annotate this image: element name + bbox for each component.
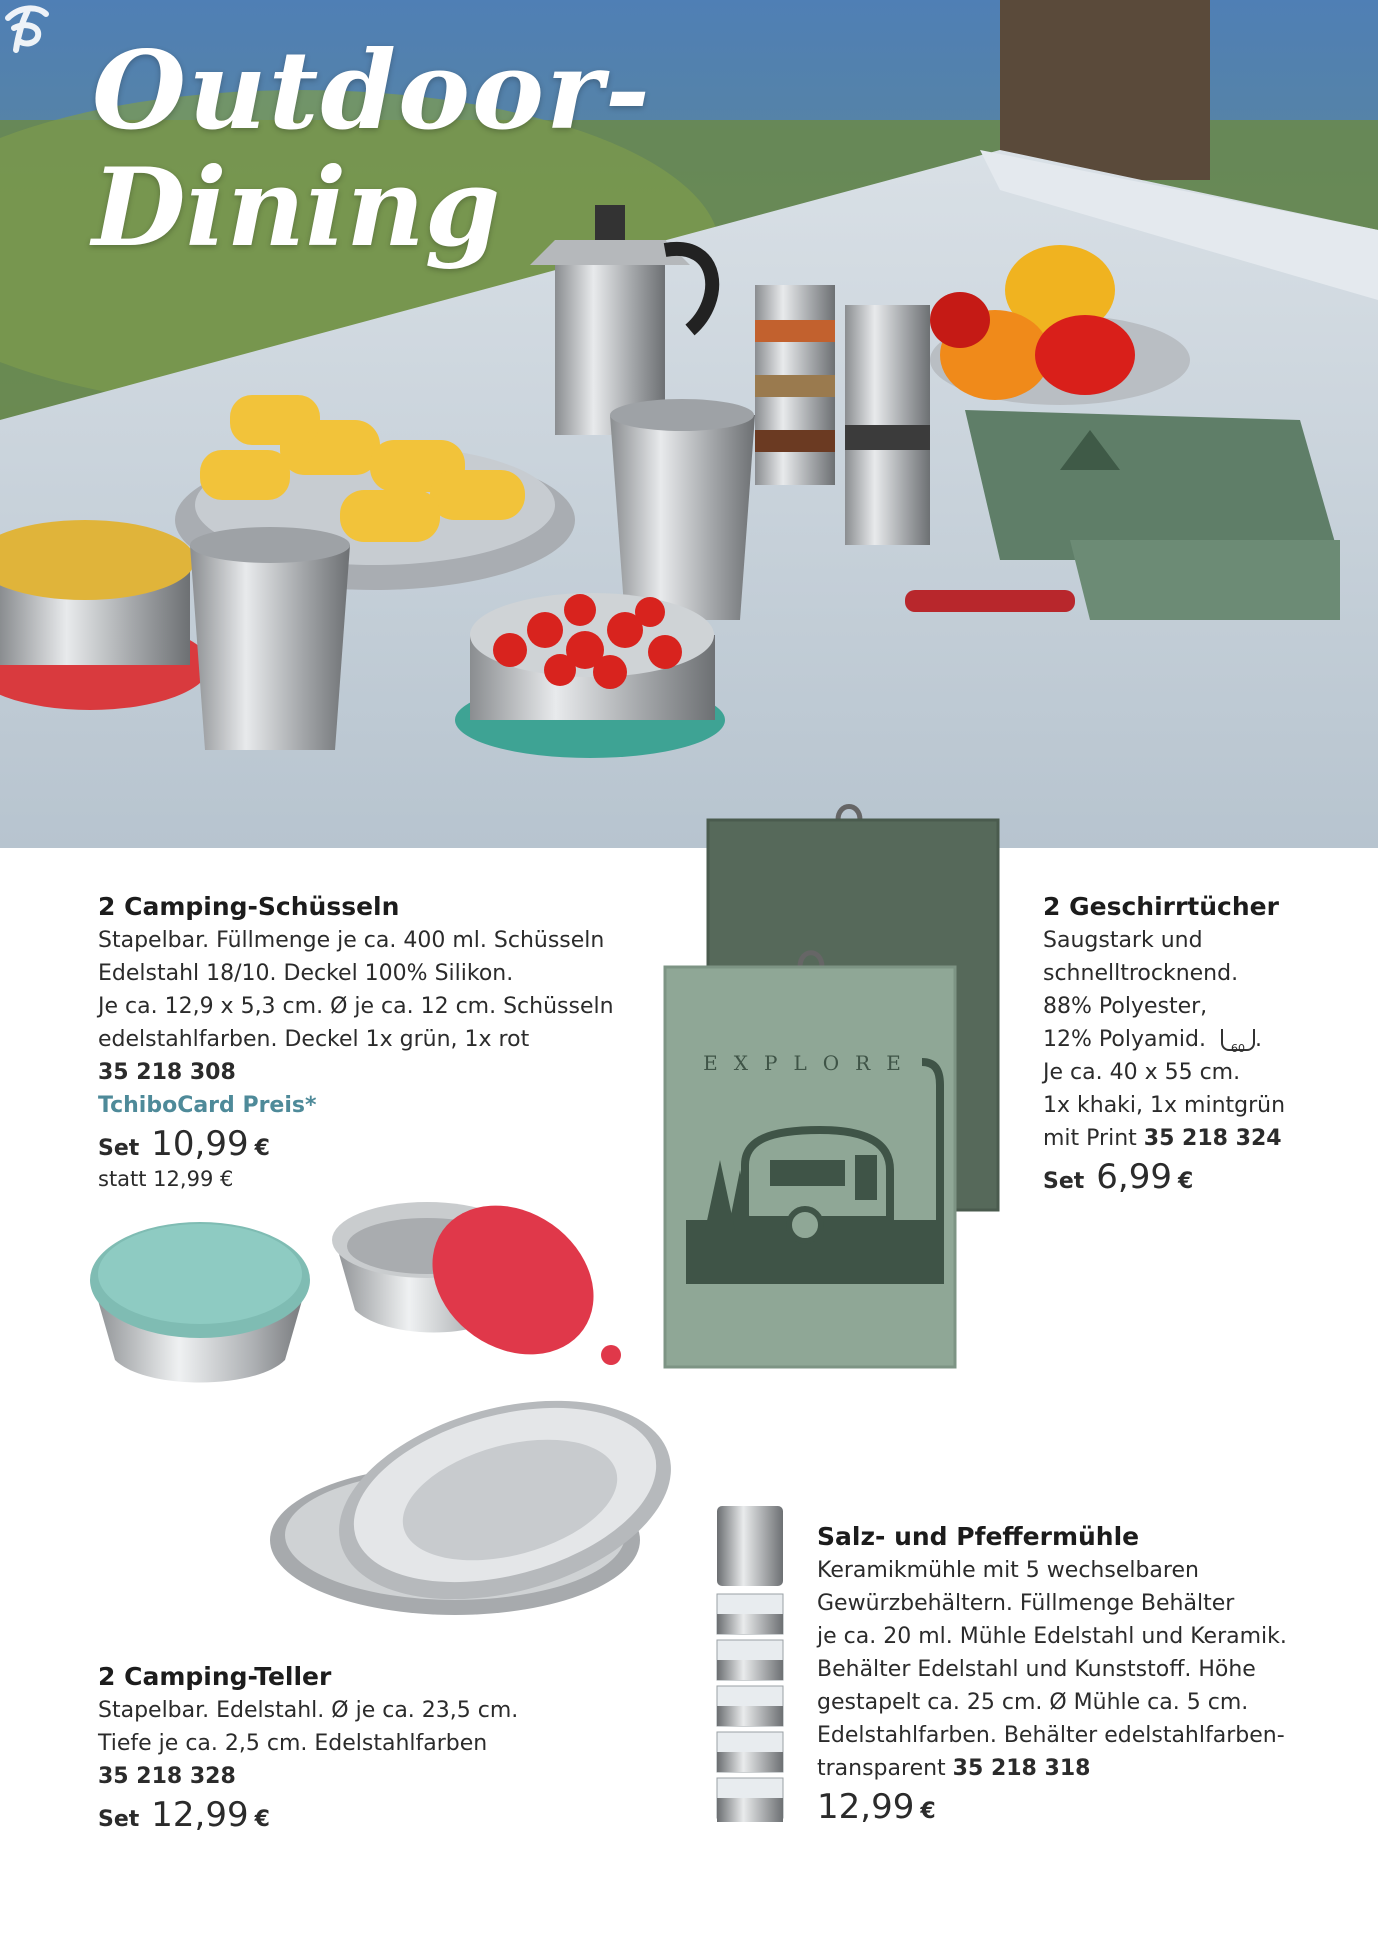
mill-description (817, 1520, 1357, 1828)
bowls-article-number: 35 218 308 (98, 1060, 236, 1085)
towels-line-care: 12% Polyamid. 60 . (1043, 1027, 1262, 1055)
currency: € (920, 1799, 936, 1824)
salt-pepper-mill-image (712, 1502, 788, 1842)
tea-towels-image (660, 800, 1020, 1370)
towels-line: Je ca. 40 x 55 cm. (1043, 1060, 1241, 1085)
towels-line-last: mit Print 35 218 324 (1043, 1126, 1282, 1151)
mill-line: gestapelt ca. 25 cm. Ø Mühle ca. 5 cm. (817, 1690, 1249, 1715)
mill-article-number: 35 218 318 (952, 1756, 1091, 1781)
price-amount: 10,99 (151, 1124, 249, 1164)
towels-line: 88% Polyester, (1043, 994, 1208, 1019)
plates-line: Tiefe je ca. 2,5 cm. Edelstahlfarben (98, 1731, 488, 1756)
wash-60-icon: 60 (1221, 1029, 1255, 1051)
bowls-line: Stapelbar. Füllmenge je ca. 400 ml. Schüsseln (98, 928, 605, 953)
set-label: Set (1043, 1169, 1085, 1194)
plates-price (98, 1795, 658, 1836)
towels-line: 1x khaki, 1x mintgrün (1043, 1093, 1286, 1118)
mill-line: Behälter Edelstahl und Kunststoff. Höhe (817, 1657, 1256, 1682)
set-label: Set (98, 1807, 140, 1832)
currency: € (1178, 1169, 1194, 1194)
mill-line: je ca. 20 ml. Mühle Edelstahl und Keramik. (817, 1624, 1287, 1649)
bowls-title: 2 Camping-Schüsseln (98, 892, 400, 921)
camping-plates-image (270, 1390, 680, 1630)
towels-line: schnelltrocknend. (1043, 961, 1239, 986)
towels-article-number: 35 218 324 (1143, 1126, 1282, 1151)
mill-title: Salz- und Pfeffermühle (817, 1522, 1140, 1551)
price-amount: 12,99 (151, 1795, 249, 1835)
mill-price (817, 1787, 1357, 1828)
mill-line: Gewürzbehältern. Füllmenge Behälter (817, 1591, 1235, 1616)
plates-line: Stapelbar. Edelstahl. Ø je ca. 23,5 cm. (98, 1698, 519, 1723)
towel-print-text: EXPLORE (703, 1051, 917, 1075)
towels-description (1043, 890, 1353, 1198)
price-amount: 6,99 (1096, 1157, 1172, 1197)
bowls-line: Je ca. 12,9 x 5,3 cm. Ø je ca. 12 cm. Schüsseln (98, 994, 614, 1019)
headline (92, 28, 652, 271)
towels-title: 2 Geschirrtücher (1043, 892, 1279, 921)
price-amount: 12,99 (817, 1787, 915, 1827)
towels-line: Saugstark und (1043, 928, 1203, 953)
bowls-line: edelstahlfarben. Deckel 1x grün, 1x rot (98, 1027, 530, 1052)
bowls-description (98, 890, 658, 1193)
tchibocard-price-label: TchiboCard Preis* (98, 1093, 317, 1118)
set-label: Set (98, 1136, 140, 1161)
camping-bowls-image (85, 1190, 645, 1390)
mill-line: Edelstahlfarben. Behälter edelstahlfarben- (817, 1723, 1285, 1748)
tchibo-logo-icon (0, 0, 50, 54)
towels-line: 12% Polyamid. (1043, 1027, 1206, 1052)
headline-line-2: Dining (92, 144, 501, 271)
currency: € (254, 1807, 270, 1832)
currency: € (254, 1136, 270, 1161)
plates-description (98, 1660, 658, 1836)
towels-price (1043, 1157, 1353, 1198)
mill-line-last: transparent 35 218 318 (817, 1756, 1091, 1781)
plates-title: 2 Camping-Teller (98, 1662, 332, 1691)
bowls-line: Edelstahl 18/10. Deckel 100% Silikon. (98, 961, 514, 986)
plates-article-number: 35 218 328 (98, 1764, 236, 1789)
headline-line-1: Outdoor- (92, 28, 652, 154)
mill-line: Keramikmühle mit 5 wechselbaren (817, 1558, 1199, 1583)
hero-photo (0, 0, 1378, 848)
original-price: statt 12,99 € (98, 1167, 234, 1191)
bowls-price (98, 1124, 658, 1165)
